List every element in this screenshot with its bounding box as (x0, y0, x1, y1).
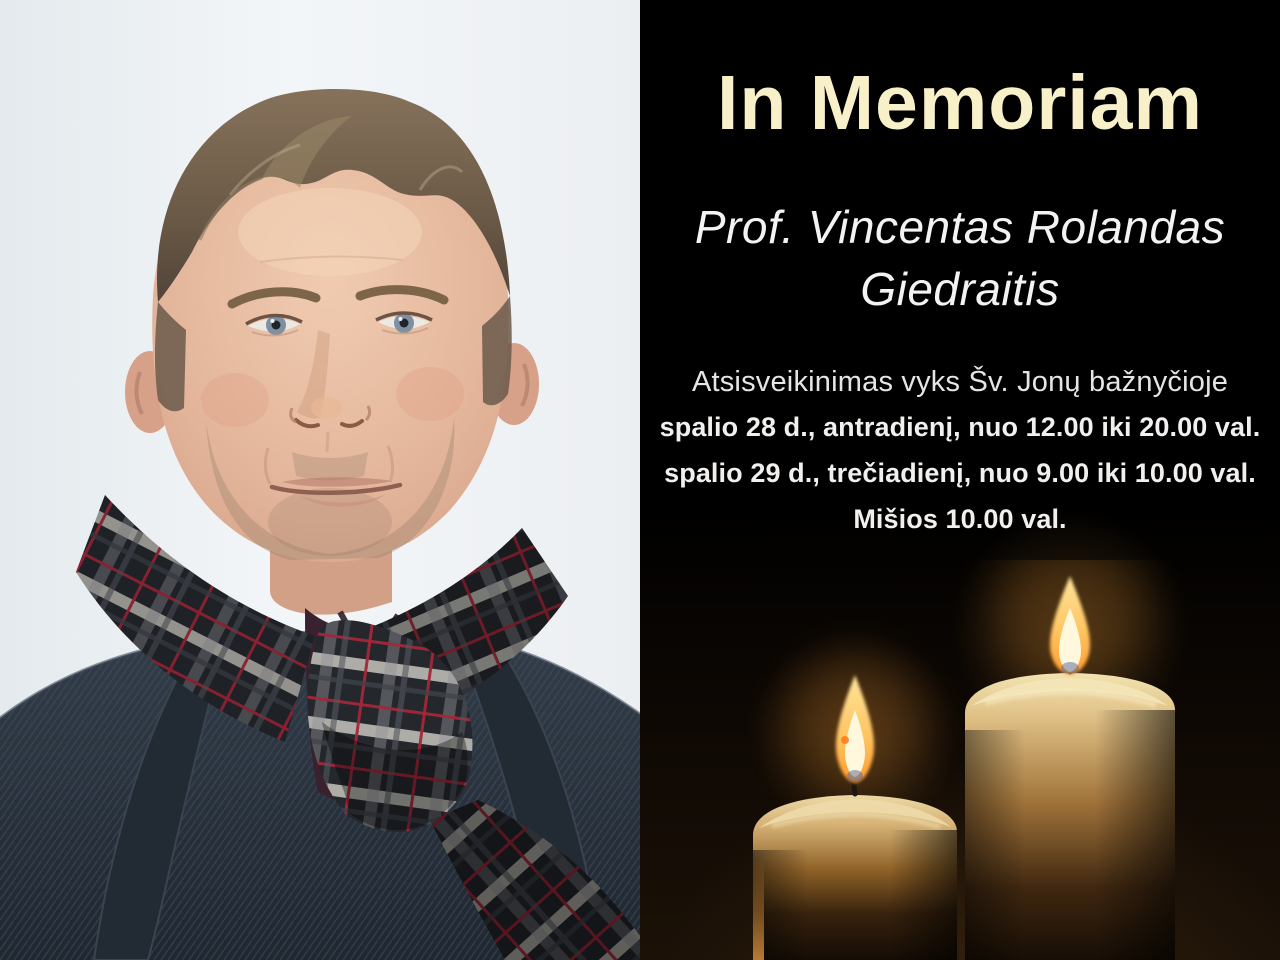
honoree-name: Prof. Vincentas Rolandas Giedraitis (694, 201, 1226, 316)
candle-left (753, 675, 957, 960)
eye-right (376, 313, 432, 334)
candles-illustration (640, 560, 1280, 960)
ceremony-venue-line: Atsisveikinimas vyks Šv. Jonų bažnyčioje (691, 366, 1229, 399)
ceremony-schedule (640, 404, 1280, 542)
eye-left (246, 315, 302, 336)
schedule-line: spalio 29 d., trečiadienį, nuo 9.00 iki 10.00 val. (664, 458, 1256, 489)
memorial-panel (640, 0, 1280, 960)
schedule-line: spalio 28 d., antradienį, nuo 12.00 iki 20.00 val. (659, 412, 1261, 443)
memorial-title: In Memoriam (717, 60, 1203, 146)
schedule-line: Mišios 10.00 val. (853, 504, 1067, 535)
